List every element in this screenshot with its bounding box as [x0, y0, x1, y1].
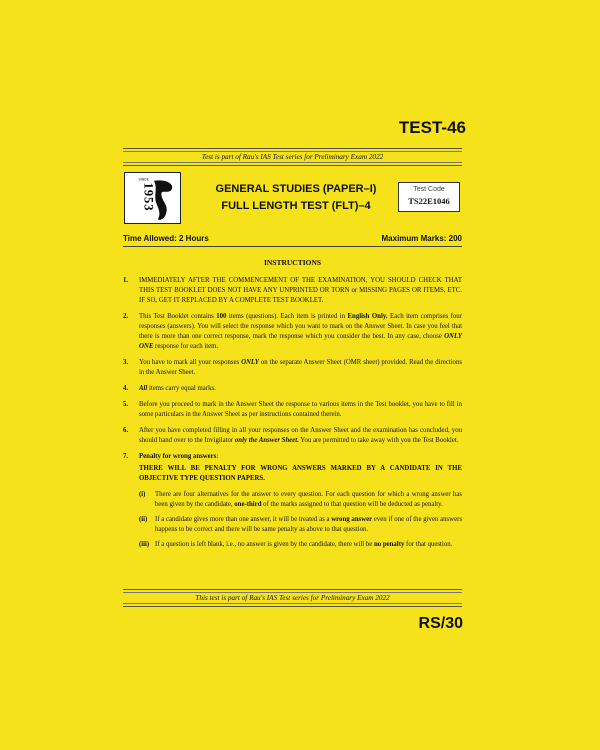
- series-band-top: [123, 148, 462, 166]
- exam-title-line2: FULL LENGTH TEST (FLT)–4: [221, 200, 371, 212]
- penalty-subitem-2: (ii) If a candidate gives more than one answer, it will be treated as a wrong answer even if one of the given answers happens to be correct and there will be same penalty as above to that question.: [139, 516, 462, 533]
- logo-flame-shape: [154, 180, 172, 220]
- test-code-value: TS22E1046: [408, 196, 450, 206]
- instruction-item-4: 4. All items carry equal marks.: [123, 385, 216, 392]
- time-allowed: Time Allowed: 2 Hours: [123, 234, 209, 243]
- exam-title-line1: GENERAL STUDIES (PAPER–I): [215, 183, 377, 195]
- instruction-item-5: 5. Before you proceed to mark in the Answer Sheet the response to various items in the Test booklet, you have to fill in some particulars in the Answer Sheet as per instructions contained therein.: [123, 401, 462, 418]
- price: RS/30: [418, 615, 463, 632]
- instruction-item-1: 1. IMMEDIATELY AFTER THE COMMENCEMENT OF THE EXAMINATION, YOU SHOULD CHECK THAT THIS TEST BOOKLET DOES NOT HAVE ANY UNPRINTED OR TORN or MISSING PAGES OR ITEMS, ETC. IF SO, GET IT REPLACED BY A COMPLETE TEST BOOKLET.: [123, 277, 462, 304]
- logo-since-text: SINCE: [138, 177, 149, 182]
- penalty-subitem-3: (iii) If a question is left blank, i.e., no answer is given by the candidate, there will be no penalty for that question.: [139, 541, 453, 548]
- instruction-item-3: 3. You have to mark all your responses ONLY on the separate Answer Sheet (OMR sheet) provided. Read the directions in the Answer Sheet.: [123, 359, 462, 376]
- instructions-heading: INSTRUCTIONS: [263, 258, 322, 267]
- instruction-item-6: 6. After you have completed filling in all your responses on the Answer Sheet and the examination has concluded, you should hand over to the Invigilator only the Answer Sheet. You are permitted to take away with you the Test Booklet.: [123, 427, 462, 444]
- logo-emblem-icon: [125, 173, 180, 223]
- instruction-item-2: 2. This Test Booklet contains 100 items (questions). Each item is printed in English Only. Each item comprises four responses (answers). You will select the response which you want to mark on the Answer Sheet. In case you feel that there is more than one correct response, mark the response which you consider the best. In any case, choose ONLY ONE response for each item.: [123, 313, 462, 350]
- logo-year-text: 1953: [141, 182, 156, 212]
- series-note-bottom: This test is part of Rau's IAS Test series for Preliminary Exam 2022: [123, 592, 462, 604]
- penalty-subitem-1: (i) There are four alternatives for the answer to every question. For each question for which a wrong answer has been given by the candidate, one-third of the marks assigned to that question will be deducted as penalty.: [139, 491, 462, 508]
- exam-meta-row: [123, 234, 462, 243]
- meta-divider: [123, 246, 462, 247]
- maximum-marks: Maximum Marks: 200: [381, 234, 462, 243]
- series-band-bottom: [123, 589, 462, 607]
- instruction-item-7: 7. Penalty for wrong answers: THERE WILL BE PENALTY FOR WRONG ANSWERS MARKED BY A CANDIDATE IN THE OBJECTIVE TYPE QUESTION PAPERS. (i) There are four alternatives for the answer to every question. For each question for which a wrong answer has been given by the candidate, one-third of the marks assigned to that question will be deducted as penalty. (ii) If a candidate gives more than one answer, it will be treated as a wrong answer even if one of the given answers happens to be correct and there will be same penalty as above to that question. (iii) If a question is left blank, i.e., no answer is given by the candidate, there will be no penalty for that question.: [123, 453, 462, 548]
- exam-title: [196, 181, 396, 215]
- series-note-top: Test is part of Rau's IAS Test series for Preliminary Exam 2022: [123, 151, 462, 163]
- penalty-heading: THERE WILL BE PENALTY FOR WRONG ANSWERS MARKED BY A CANDIDATE IN THE OBJECTIVE TYPE QUESTION PAPERS.: [139, 465, 462, 482]
- test-code-box: [398, 182, 460, 212]
- instructions-list: [123, 276, 462, 556]
- test-number: TEST-46: [398, 118, 466, 137]
- test-code-label: Test Code: [413, 186, 445, 193]
- institute-logo: [124, 172, 181, 224]
